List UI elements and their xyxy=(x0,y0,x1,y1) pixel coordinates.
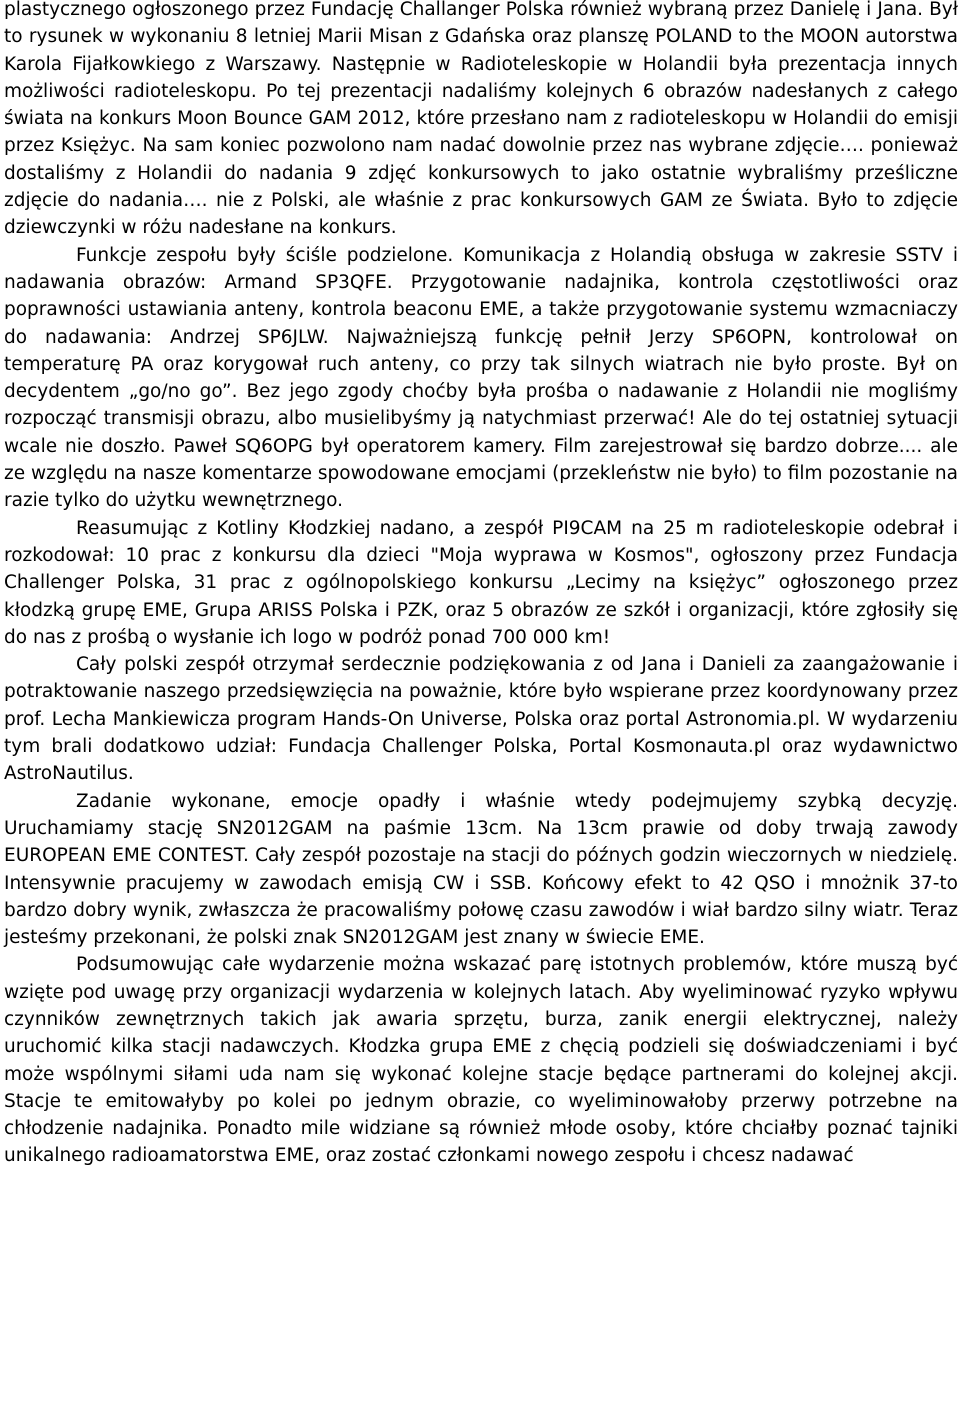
paragraph-contest-images: plastycznego ogłoszonego przez Fundację Challanger Polska również wybraną przez Danielę i Jana. Był to rysunek w wykonaniu 8 letniej Marii Misan z Gdańska oraz planszę POLAND to the MOON autorstwa Karola Fijałkowkiego z Warszawy. Następnie w Radioteleskopie w Holandii była prezentacja innych możliwości radioteleskopu. Po tej prezentacji nadaliśmy kolejnych 6 obrazów nadesłanych z całego świata na konkurs Moon Bounce GAM 2012, które przesłano nam z radioteleskopu w Holandii do emisji przez Księżyc. Na sam koniec pozwolono nam nadać dowolnie przez nas wybrane zdjęcie…. ponieważ dostaliśmy z Holandii do nadania 9 zdjęć konkursowych to jako ostatnie wybraliśmy prześliczne zdjęcie do nadania…. nie z Polski, ale właśnie z prac konkursowych GAM ze Świata. Było to zdjęcie dziewczynki w różu nadesłane na konkurs. xyxy=(4,0,958,239)
paragraph-summary-transmission: Reasumując z Kotliny Kłodzkiej nadano, a zespół PI9CAM na 25 m radioteleskopie odebrał i rozkodował: 10 prac z konkursu dla dzieci "Moja wyprawa w Kosmos", ogłoszony przez Fundacja Challenger Polska, 31 prac z ogólnopolskiego konkursu „Lecimy na księżyc” ogłoszonego przez kłodzką grupę EME, Grupa ARISS Polska i PZK, oraz 5 obrazów ze szkół i organizacji, które zgłosiły się do nas z prośbą o wysłanie ich logo w podróż ponad 700 000 km! xyxy=(4,517,958,648)
paragraph-conclusions: Podsumowując całe wydarzenie można wskazać parę istotnych problemów, które muszą być wzięte pod uwagę przy organizacji wydarzenia w kolejnych latach. Aby wyeliminować ryzyko wpływu czynników zewnętrznych takich jak awaria sprzętu, burza, zanik energii elektrycznej, należy uruchomić kilka stacji nadawczych. Kłodzka grupa EME z chęcią podzieli się doświadczeniami i być może wspólnymi siłami uda nam się wykonać kolejne stacje będące partnerami do kolejnej akcji. Stacje te emitowałyby po kolei po jednym obrazie, co wyeliminowałoby przerwy potrzebne na chłodzenie nadajnika. Ponadto mile widziane są również młode osoby, które chciałby poznać tajniki unikalnego radioamatorstwa EME, oraz zostać członkami nowego zespołu i chcesz nadawać xyxy=(4,954,958,1167)
document-body xyxy=(4,0,958,1170)
paragraph-team-functions: Funkcje zespołu były ściśle podzielone. Komunikacja z Holandią obsługa w zakresie SSTV i nadawania obrazów: Armand SP3QFE. Przygotowanie nadajnika, kontrola częstotliwości oraz poprawności ustawiania anteny, kontrola beaconu EME, a także przygotowanie systemu wzmacniaczy do nadawania: Andrzej SP6JLW. Najważniejszą funkcję pełnił Jerzy SP6OPN, kontrolował on temperaturę PA oraz korygował ruch anteny, co przy tak silnych wiatrach nie było proste. Był on decydentem „go/no go”. Bez jego zgody choćby była prośba o nadawanie z Holandii nie mogliśmy rozpocząć transmisji obrazu, albo musielibyśmy ją natychmiast przerwać! Ale do tej ostatniej sytuacji wcale nie doszło. Paweł SQ6OPG był operatorem kamery. Film zarejestrował się bardzo dobrze.... ale ze względu na nasze komentarze spowodowane emocjami (przekleństw nie było) to film pozostanie na razie tylko do użytku wewnętrznego. xyxy=(4,244,958,512)
paragraph-thanks: Cały polski zespół otrzymał serdecznie podziękowania z od Jana i Danieli za zaangażowanie i potraktowanie naszego przedsięwzięcia na poważnie, które było wspierane przez koordynowany przez prof. Lecha Mankiewicza program Hands-On Universe, Polska oraz portal Astronomia.pl. W wydarzeniu tym brali dodatkowo udział: Fundacja Challenger Polska, Portal Kosmonauta.pl oraz wydawnictwo AstroNautilus. xyxy=(4,654,958,785)
paragraph-contest-13cm: Zadanie wykonane, emocje opadły i właśnie wtedy podejmujemy szybką decyzję. Uruchamiamy stację SN2012GAM na paśmie 13cm. Na 13cm prawie od doby trwają zawody EUROPEAN EME CONTEST. Cały zespół pozostaje na stacji do późnych godzin wieczornych w niedzielę. Intensywnie pracujemy w zawodach emisją CW i SSB. Końcowy efekt to 42 QSO i mnożnik 37-to bardzo dobry wynik, zwłaszcza że pracowaliśmy połowę czasu zawodów i wiał bardzo silny wiatr. Teraz jesteśmy przekonani, że polski znak SN2012GAM jest znany w świecie EME. xyxy=(4,790,958,949)
